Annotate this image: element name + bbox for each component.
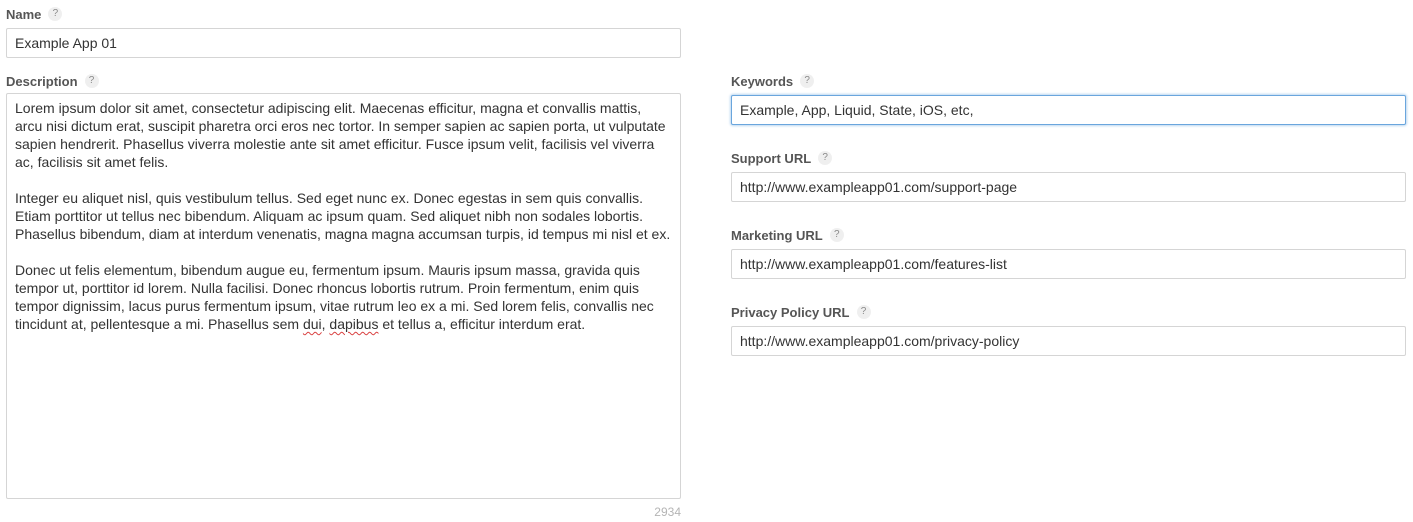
description-text: , bbox=[321, 316, 330, 332]
name-help-icon[interactable]: ? bbox=[48, 7, 62, 21]
support-url-input[interactable]: http://www.exampleapp01.com/support-page bbox=[731, 172, 1406, 202]
description-text: et tellus a, efficitur interdum erat. bbox=[378, 316, 586, 332]
description-paragraph: Lorem ipsum dolor sit amet, consectetur adipiscing elit. Maecenas efficitur, magna et convallis mattis, arcu nisi dictum erat, suscipit pharetra orci eros nec tortor. In semper sapien ac sapien porta, ut vulputate sapien hendrerit. Phasellus viverra molestie ante sit amet efficitur. Fusce ipsum velit, facilisis vel viverra ac, facilisis sit amet felis. bbox=[15, 100, 666, 170]
privacy-url-label: Privacy Policy URL bbox=[731, 304, 850, 320]
spellcheck-flagged-word[interactable]: dui bbox=[302, 316, 322, 332]
name-label-row bbox=[6, 6, 62, 22]
description-paragraph bbox=[15, 261, 672, 333]
description-paragraph: Integer eu aliquet nisl, quis vestibulum tellus. Sed eget nunc ex. Donec egestas in sem quis convallis. Etiam porttitor ut tellus nec bibendum. Aliquam ac ipsum quam. Sed aliquet nibh non sodales lobortis. Phasellus bibendum, diam at interdum venenatis, magna magna accumsan turpis, id tempus mi nisl et ex. bbox=[15, 190, 671, 242]
description-label: Description bbox=[6, 73, 78, 89]
privacy-url-help-icon[interactable]: ? bbox=[857, 305, 871, 319]
support-url-label: Support URL bbox=[731, 150, 812, 166]
support-url-label-row bbox=[731, 150, 832, 166]
marketing-url-label-row bbox=[731, 227, 844, 243]
marketing-url-input[interactable]: http://www.exampleapp01.com/features-list bbox=[731, 249, 1406, 279]
name-input[interactable]: Example App 01 bbox=[6, 28, 681, 58]
support-url-help-icon[interactable]: ? bbox=[818, 151, 832, 165]
privacy-url-input[interactable]: http://www.exampleapp01.com/privacy-policy bbox=[731, 326, 1406, 356]
spellcheck-flagged-word[interactable]: dapibus bbox=[329, 316, 379, 332]
marketing-url-label: Marketing URL bbox=[731, 227, 823, 243]
keywords-input[interactable]: Example, App, Liquid, State, iOS, etc, bbox=[731, 95, 1406, 125]
description-textarea[interactable] bbox=[6, 93, 681, 499]
description-char-count: 2934 bbox=[654, 505, 681, 519]
description-text: Donec ut felis elementum, bibendum augue eu, fermentum ipsum. Mauris ipsum massa, gravida quis tempor ut, porttitor id lorem. Nulla facilisi. Donec rhoncus lobortis rutrum. Proin fermentum, enim quis tempor dignissim, lacus purus fermentum ipsum, vitae rutrum leo ex a mi. Sed lorem felis, convallis nec tincidunt at, pellentesque a mi. Phasellus sem bbox=[15, 262, 654, 332]
name-label: Name bbox=[6, 6, 42, 22]
keywords-help-icon[interactable]: ? bbox=[800, 74, 814, 88]
keywords-label: Keywords bbox=[731, 73, 794, 89]
marketing-url-help-icon[interactable]: ? bbox=[830, 228, 844, 242]
description-label-row bbox=[6, 73, 99, 89]
keywords-label-row bbox=[731, 73, 814, 89]
privacy-url-label-row bbox=[731, 304, 871, 320]
description-help-icon[interactable]: ? bbox=[85, 74, 99, 88]
